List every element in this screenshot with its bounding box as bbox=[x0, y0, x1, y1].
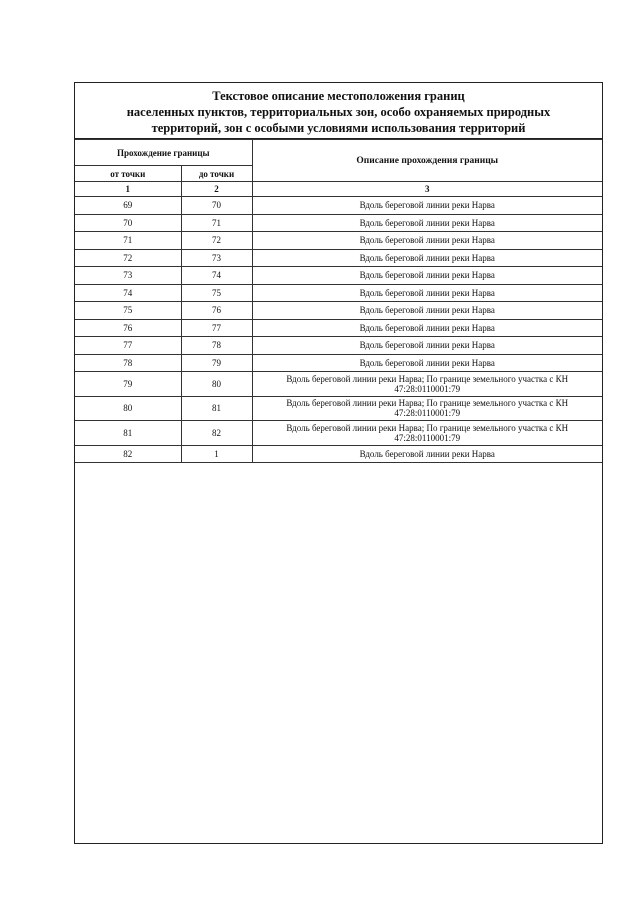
title-line: Текстовое описание местоположения границ bbox=[212, 89, 465, 103]
table-row bbox=[75, 319, 602, 337]
cell-to: 70 bbox=[181, 197, 252, 215]
header-num-2: 2 bbox=[181, 182, 252, 197]
header-passage: Прохождение границы bbox=[75, 140, 252, 166]
cell-to: 82 bbox=[181, 421, 252, 446]
cell-from: 74 bbox=[75, 284, 181, 302]
table-row bbox=[75, 284, 602, 302]
header-to: до точки bbox=[181, 166, 252, 182]
cell-description: Вдоль береговой линии реки Нарва bbox=[252, 445, 602, 463]
cell-to: 79 bbox=[181, 354, 252, 372]
cell-to: 80 bbox=[181, 372, 252, 397]
cell-description: Вдоль береговой линии реки Нарва bbox=[252, 354, 602, 372]
cell-from: 80 bbox=[75, 396, 181, 421]
cell-description: Вдоль береговой линии реки Нарва bbox=[252, 214, 602, 232]
cell-description: Вдоль береговой линии реки Нарва bbox=[252, 302, 602, 320]
cell-from: 77 bbox=[75, 337, 181, 355]
title-line: территорий, зон с особыми условиями использования территорий bbox=[151, 121, 526, 135]
header-description: Описание прохождения границы bbox=[252, 140, 602, 182]
cell-to: 77 bbox=[181, 319, 252, 337]
table-row bbox=[75, 337, 602, 355]
table-row bbox=[75, 372, 602, 397]
cell-description: Вдоль береговой линии реки Нарва; По границе земельного участка с КН 47:28:0110001:79 bbox=[252, 421, 602, 446]
cell-from: 82 bbox=[75, 445, 181, 463]
title-line: населенных пунктов, территориальных зон, особо охраняемых природных bbox=[126, 105, 551, 119]
cell-to: 72 bbox=[181, 232, 252, 250]
cell-to: 73 bbox=[181, 249, 252, 267]
document-title bbox=[75, 83, 602, 139]
cell-to: 71 bbox=[181, 214, 252, 232]
cell-to: 81 bbox=[181, 396, 252, 421]
cell-to: 1 bbox=[181, 445, 252, 463]
table-body bbox=[75, 197, 602, 463]
cell-description: Вдоль береговой линии реки Нарва bbox=[252, 267, 602, 285]
table-row bbox=[75, 249, 602, 267]
cell-from: 78 bbox=[75, 354, 181, 372]
table-row bbox=[75, 197, 602, 215]
cell-from: 72 bbox=[75, 249, 181, 267]
table-row bbox=[75, 396, 602, 421]
cell-description: Вдоль береговой линии реки Нарва; По границе земельного участка с КН 47:28:0110001:79 bbox=[252, 372, 602, 397]
cell-description: Вдоль береговой линии реки Нарва; По границе земельного участка с КН 47:28:0110001:79 bbox=[252, 396, 602, 421]
cell-from: 71 bbox=[75, 232, 181, 250]
cell-from: 81 bbox=[75, 421, 181, 446]
boundary-table bbox=[75, 139, 602, 463]
table-row bbox=[75, 267, 602, 285]
cell-to: 78 bbox=[181, 337, 252, 355]
table-row bbox=[75, 232, 602, 250]
cell-to: 75 bbox=[181, 284, 252, 302]
table-row bbox=[75, 421, 602, 446]
cell-from: 73 bbox=[75, 267, 181, 285]
table-row bbox=[75, 354, 602, 372]
cell-to: 76 bbox=[181, 302, 252, 320]
table-row bbox=[75, 302, 602, 320]
cell-to: 74 bbox=[181, 267, 252, 285]
cell-description: Вдоль береговой линии реки Нарва bbox=[252, 319, 602, 337]
header-from: от точки bbox=[75, 166, 181, 182]
cell-description: Вдоль береговой линии реки Нарва bbox=[252, 232, 602, 250]
document-frame bbox=[74, 82, 603, 844]
cell-description: Вдоль береговой линии реки Нарва bbox=[252, 249, 602, 267]
cell-from: 70 bbox=[75, 214, 181, 232]
header-num-1: 1 bbox=[75, 182, 181, 197]
cell-from: 79 bbox=[75, 372, 181, 397]
cell-from: 69 bbox=[75, 197, 181, 215]
table-row bbox=[75, 214, 602, 232]
cell-description: Вдоль береговой линии реки Нарва bbox=[252, 337, 602, 355]
cell-description: Вдоль береговой линии реки Нарва bbox=[252, 197, 602, 215]
header-num-3: 3 bbox=[252, 182, 602, 197]
cell-description: Вдоль береговой линии реки Нарва bbox=[252, 284, 602, 302]
cell-from: 75 bbox=[75, 302, 181, 320]
table-row bbox=[75, 445, 602, 463]
cell-from: 76 bbox=[75, 319, 181, 337]
